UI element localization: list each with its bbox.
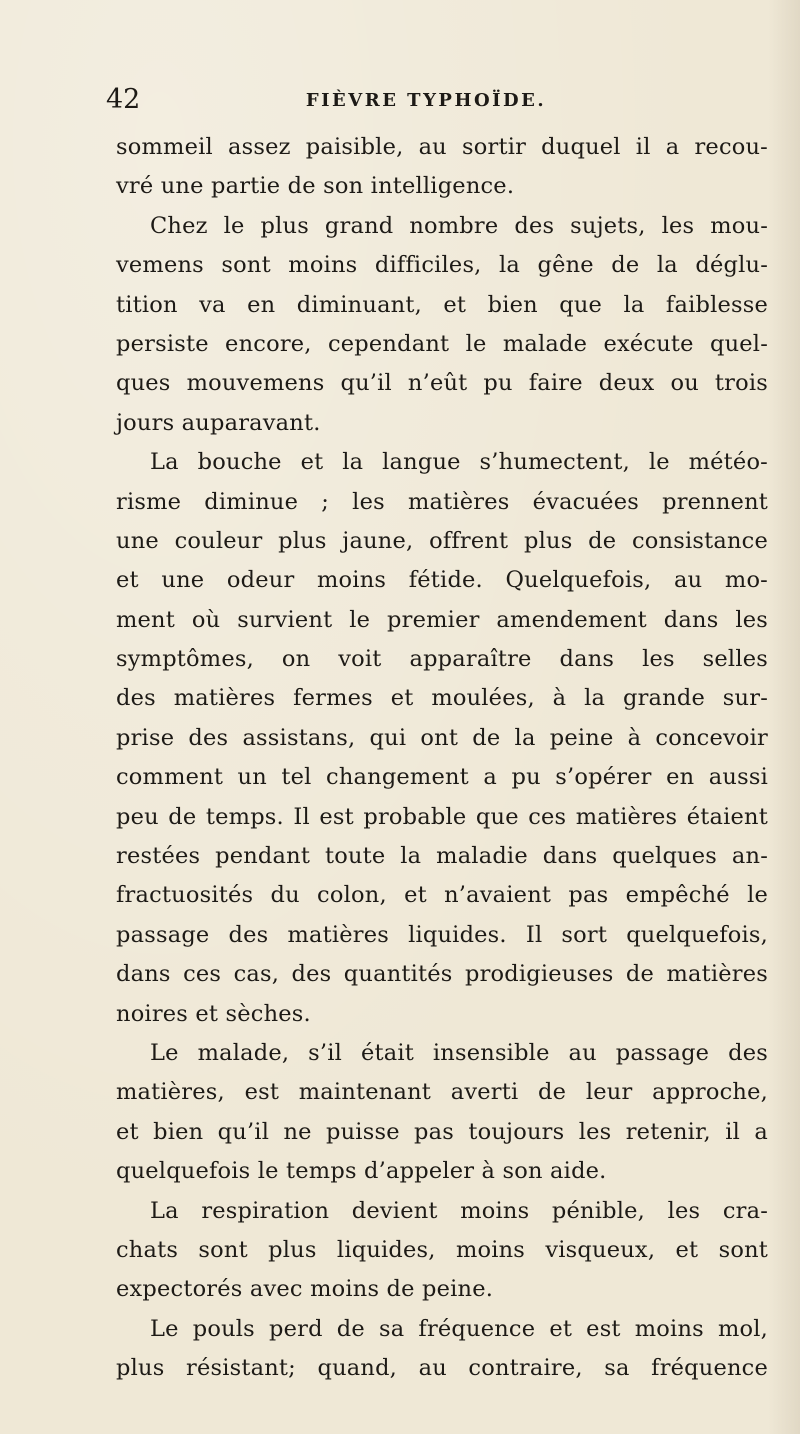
text-line: matières, est maintenant averti de leur approche, — [116, 1079, 768, 1106]
paragraph-start-line: Chez le plus grand nombre des sujets, les mou- — [150, 212, 768, 239]
text-line: expectorés avec moins de peine. — [116, 1276, 494, 1303]
text-line: une couleur plus jaune, offrent plus de consistance — [116, 527, 768, 554]
paragraph-start-line: La bouche et la langue s’humectent, le météo- — [150, 449, 768, 476]
running-title: FIÈVRE TYPHOÏDE. — [305, 90, 547, 111]
text-line: comment un tel changement a pu s’opérer en aussi — [116, 764, 768, 791]
page-number: 42 — [106, 84, 141, 115]
text-line: vré une partie de son intelligence. — [116, 173, 515, 200]
text-line: dans ces cas, des quantités prodigieuses de matières — [116, 961, 768, 988]
body-text — [116, 128, 768, 1389]
text-line: fractuosités du colon, et n’avaient pas empêché le — [116, 882, 768, 909]
text-line: peu de temps. Il est probable que ces matières étaient — [116, 803, 768, 830]
page-header — [106, 84, 766, 124]
text-line: chats sont plus liquides, moins visqueux, et sont — [116, 1236, 768, 1263]
text-line: restées pendant toute la maladie dans quelques an- — [116, 843, 768, 870]
text-line: et bien qu’il ne puisse pas toujours les retenir, il a — [116, 1118, 768, 1145]
text-line: noires et sèches. — [116, 1000, 311, 1027]
paragraph-start-line: Le pouls perd de sa fréquence et est moins mol, — [150, 1315, 768, 1342]
text-line: vemens sont moins difficiles, la gêne de la déglu- — [116, 252, 768, 279]
text-line: tition va en diminuant, et bien que la faiblesse — [116, 291, 768, 318]
text-line: jours auparavant. — [116, 409, 321, 436]
text-line: persiste encore, cependant le malade exécute quel- — [116, 330, 768, 357]
text-line: prise des assistans, qui ont de la peine à concevoir — [116, 724, 768, 751]
text-line: et une odeur moins fétide. Quelquefois, au mo- — [116, 567, 768, 594]
text-line: des matières fermes et moulées, à la grande sur- — [116, 685, 768, 712]
text-line: risme diminue ; les matières évacuées prennent — [116, 488, 768, 515]
paragraph-start-line: Le malade, s’il était insensible au passage des — [150, 1039, 768, 1066]
text-line: quelquefois le temps d’appeler à son aide. — [116, 1158, 607, 1185]
text-line: sommeil assez paisible, au sortir duquel il a recou- — [116, 134, 768, 160]
paragraph-start-line: La respiration devient moins pénible, les cra- — [150, 1197, 768, 1224]
text-line: ques mouvemens qu’il n’eût pu faire deux ou trois — [116, 370, 768, 397]
text-line: passage des matières liquides. Il sort quelquefois, — [116, 921, 768, 948]
text-line: plus résistant; quand, au contraire, sa fréquence — [116, 1355, 768, 1382]
text-line: symptômes, on voit apparaître dans les selles — [116, 646, 768, 673]
text-line: ment où survient le premier amendement dans les — [116, 606, 768, 633]
